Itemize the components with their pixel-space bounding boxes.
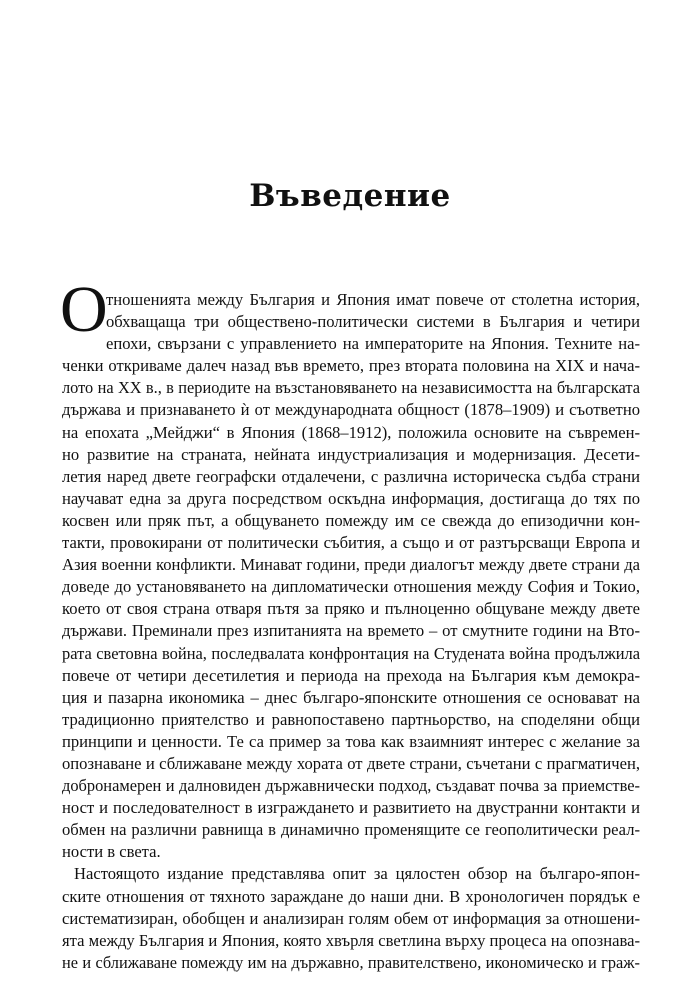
text-line: косвен или пряк път, а общуването помежду им се свежда до епизодични кон- bbox=[62, 510, 640, 530]
text-line: опознаване и сближаване между хората от двете страни, съчетани с прагматичен, bbox=[62, 753, 640, 773]
text-line: тношенията между България и Япония имат повече от столетна история, bbox=[106, 290, 640, 309]
text-line: научават една за друга посредством оскъдна информация, достигаща до тях по bbox=[62, 488, 640, 508]
text-line: Настоящото издание представлява опит за цялостен обзор на българо-япон- bbox=[74, 864, 640, 884]
text-line: доведе до установяването на дипломатически отношения между София и Токио, bbox=[62, 577, 640, 597]
paragraph-2 bbox=[62, 863, 640, 973]
body-text bbox=[62, 289, 640, 974]
text-line: Азия военни конфликти. Минават години, преди диалогът между двете страни да bbox=[62, 555, 640, 575]
text-line: летия наред двете географски отдалечени, с различна историческа съдба страни bbox=[62, 466, 640, 486]
text-line: обмен на различни равнища в динамично променящите се геополитически реал- bbox=[62, 820, 640, 840]
paragraph-1 bbox=[62, 289, 640, 863]
text-line: лото на XX в., в периодите на възстановяването на независимостта на българската bbox=[62, 378, 640, 398]
text-line: държава и признаването ѝ от международната общност (1878–1909) и съответно bbox=[62, 400, 640, 420]
text-line: обхващаща три обществено-политически системи в България и четири bbox=[106, 312, 640, 332]
text-line: традиционно приятелство и равнопоставено партньорство, на споделяни общи bbox=[62, 709, 640, 729]
text-line: систематизиран, обобщен и анализиран голям обем от информация за отношени- bbox=[62, 908, 640, 928]
text-line: ските отношения от тяхното зараждане до наши дни. В хронологичен порядък е bbox=[62, 886, 640, 906]
text-line: епохи, свързани с управлението на императорите на Япония. Техните на- bbox=[106, 334, 640, 354]
text-line: принципи и ценности. Те са пример за това как взаимният интерес с желание за bbox=[62, 731, 640, 751]
text-line: ности в света. bbox=[62, 842, 161, 862]
drop-cap-letter: О bbox=[60, 273, 108, 346]
text-line: ята между България и Япония, която хвърля светлина върху процеса на опознава- bbox=[62, 930, 640, 950]
text-line: ция и пазарна икономика – днес българо-японските отношения се основават на bbox=[62, 687, 640, 707]
text-line: държави. Преминали през изпитанията на времето – от смутните години на Вто- bbox=[62, 621, 640, 641]
text-line: на епохата „Мейджи“ в Япония (1868–1912), положила основите на съвремен- bbox=[62, 422, 640, 442]
text-line: ност и последователност в изграждането и развитието на двустранни контакти и bbox=[62, 798, 640, 818]
text-line: не и сближаване помежду им на държавно, правителствено, икономическо и граж- bbox=[62, 952, 640, 972]
text-line: но развитие на страната, нейната индустриализация и модернизация. Десети- bbox=[62, 444, 640, 464]
chapter-title: Въведение bbox=[249, 178, 451, 214]
text-line: ченки откриваме далеч назад във времето, през втората половина на XIX и нача- bbox=[62, 356, 640, 376]
text-line: което от своя страна отваря пътя за пряко и пълноценно общуване между двете bbox=[62, 599, 640, 619]
text-line: повече от четири десетилетия и периода на прехода на България към демокра- bbox=[62, 665, 640, 685]
text-line: рата световна война, последвалата конфронтация на Студената война продължила bbox=[62, 643, 640, 663]
text-line: такти, провокирани от политически събития, а също и от разтърсващи Европа и bbox=[62, 533, 640, 553]
text-line: добронамерен и далновиден държавнически подход, създават почва за приемстве- bbox=[62, 776, 640, 796]
